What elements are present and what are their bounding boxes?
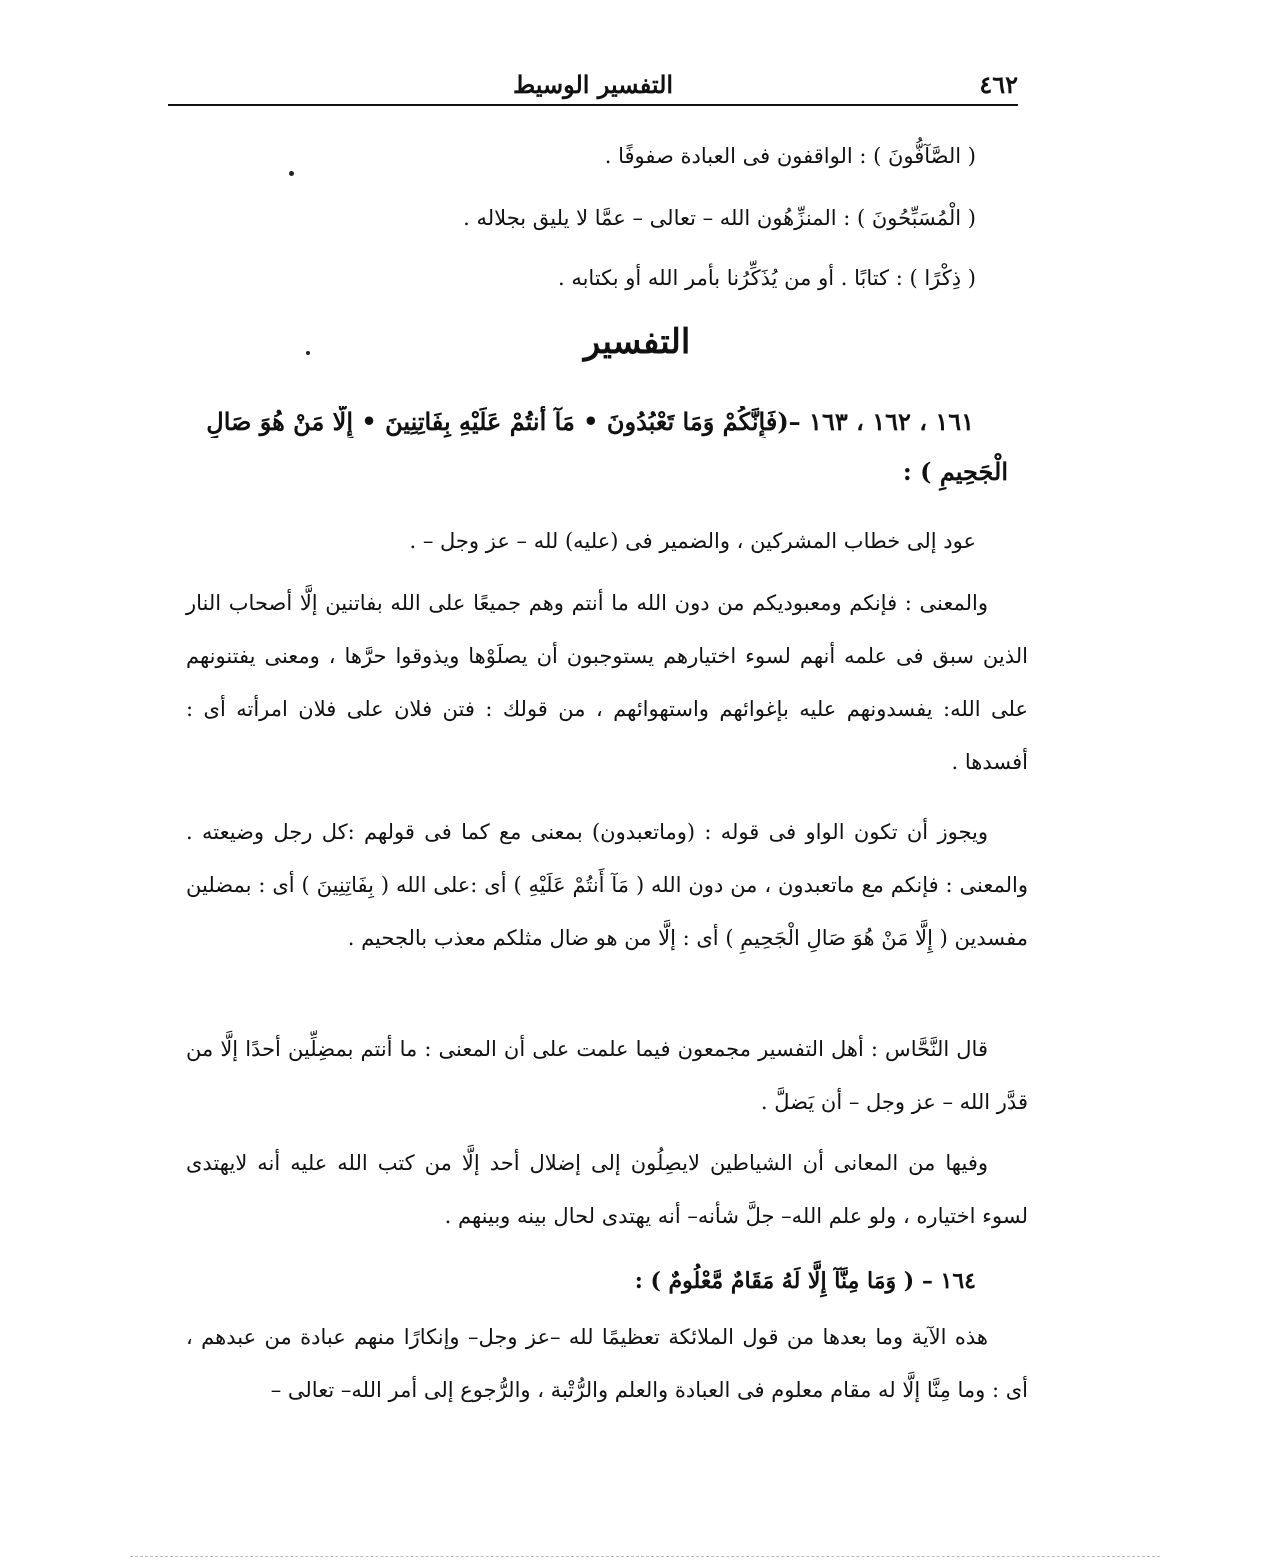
scan-speck [289,171,294,176]
commentary-paragraph-2: والمعنى : فإنكم ومعبوديكم من دون الله ما أنتم وهم جميعًا على الله بفاتنين إلَّا أصحاب النار الذين سبق فى علمه أنهم لسوء اختيارهم يستوجبون أن يصلَوْها ويذوقوا حرَّها ، ومعنى يفتنونهم على الله: يفسدونهم عليه بإغوائهم واستهوائهم ، من قولك : فتن فلان على فلان امرأته أى : أفسدها . [186,591,1028,774]
glossary-entry-dhikr: ( ذِكْرًا ) : كتابًا . أو من يُذَكِّرُنا بأمر الله أو بكتابه . [557,266,976,290]
page-header [168,70,1018,106]
verse-161-line-1: ١٦١ ، ١٦٢ ، ١٦٣ –(فَإِنَّكُمْ وَمَا تَعْبُدُونَ • مَآ أَنتُمْ عَلَيْهِ بِفَاتِنِينَ • إِلَّا مَنْ هُوَ صَالِ [206,407,974,436]
verse-164: ١٦٤ – ( وَمَا مِنَّآ إِلَّا لَهُ مَقَامٌ مَّعْلُومٌ ) : [634,1268,976,1294]
section-heading: التفسير [583,322,691,362]
commentary-paragraph-1: عود إلى خطاب المشركين ، والضمير فى (عليه) لله – عز وجل – . [409,529,976,553]
glossary-entry-saffun: ( الصَّآفُّونَ ) : الواقفون فى العبادة صفوفًا . [604,144,976,168]
verse-161-line-2: الْجَحِيمِ ) : [902,457,1008,486]
commentary-paragraph-6: هذه الآية وما بعدها من قول الملائكة تعظيمًا لله –عز وجل– وإنكارًا منهم عبادة من عبدهم ، أى : وما مِنَّا إلَّا له مقام معلوم فى العبادة والعلم والرُّتْبة ، والرُّجوع إلى أمر الله– تعالى – [186,1325,1028,1402]
commentary-paragraph-4: قال النَّحَّاس : أهل التفسير مجمعون فيما علمت على أن المعنى : ما أنتم بمضِلِّين أحدًا إلَّا من قدَّر الله – عز وجل – أن يَضلَّ . [186,1037,1028,1114]
page-number: ٤٦٢ [979,70,1018,99]
commentary-paragraph-5: وفيها من المعانى أن الشياطين لايصِلُون إلى إضلال أحد إلَّا من كتب الله عليه أنه لايهتدى لسوء اختياره ، ولو علم الله– جلَّ شأنه– أنه يهتدى لحال بينه وبينهم . [186,1151,1028,1228]
scan-edge [130,1556,1160,1557]
running-title: التفسير الوسيط [512,70,674,99]
glossary-entry-musabbihun: ( الْمُسَبِّحُونَ ) : المنزِّهُون الله – تعالى – عمَّا لا يليق بجلاله . [463,206,976,230]
commentary-paragraph-3: ويجوز أن تكون الواو فى قوله : (وماتعبدون) بمعنى مع كما فى قولهم :كل رجل وضيعته . والمعنى : فإنكم مع ماتعبدون ، من دون الله ( مَآ أَنتُمْ عَلَيْهِ ) أى :على الله ( بِفَاتِنِينَ ) أى : بمضلين مفسدين ( إِلَّا مَنْ هُوَ صَالِ الْجَحِيمِ ) أى : إلَّا من هو ضال مثلكم معذب بالجحيم . [186,820,1028,950]
